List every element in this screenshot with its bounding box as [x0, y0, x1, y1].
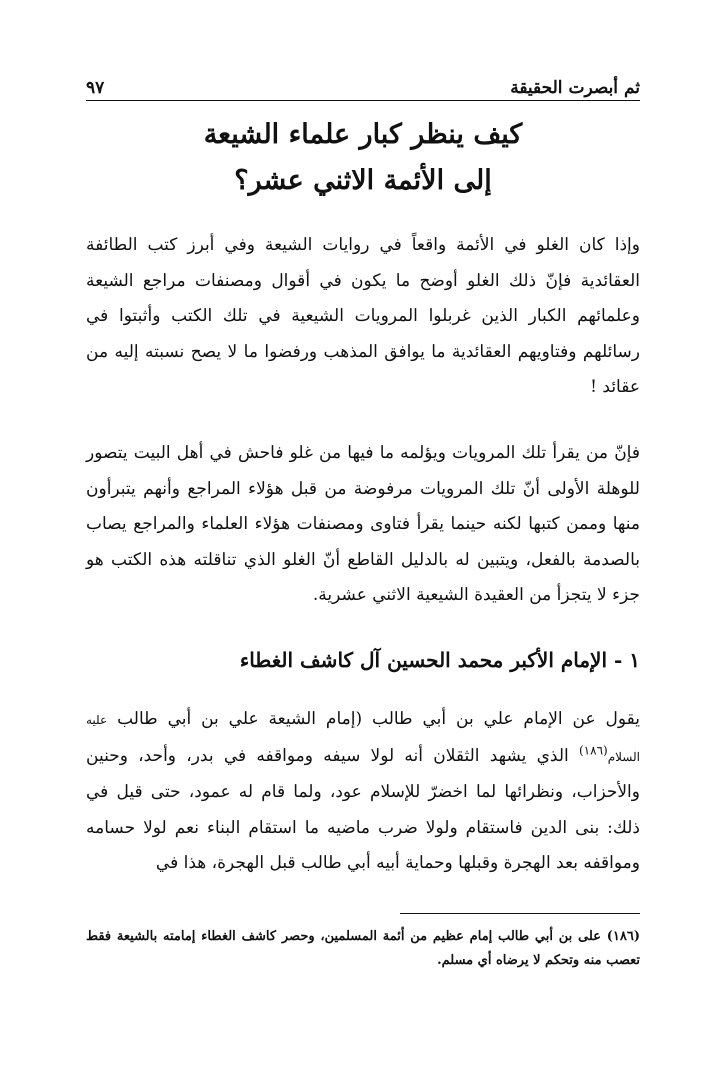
page-number: ٩٧: [86, 78, 105, 98]
book-title: ثم أبصرت الحقيقة: [510, 78, 640, 98]
running-header: [86, 70, 640, 98]
honorific-glyph: عليه السلام: [86, 713, 640, 764]
section-heading: ١ - الإمام الأكبر محمد الحسين آل كاشف الغطاء: [239, 648, 640, 672]
chapter-title: [86, 112, 640, 204]
paragraph-3-part-1: يقول عن الإمام علي بن أبي طالب (إمام الشيعة علي بن أبي طالب: [117, 709, 640, 729]
paragraph-2: فإنّ من يقرأ تلك المرويات ويؤلمه ما فيها من غلو فاحش في أهل البيت يتصور للوهلة الأولى أنّ تلك المرويات مرفوضة من قبل هؤلاء المراجع وأنهم يتبرأون منها وممن كتبها لكنه حينما يقرأ فتاوى ومصنفات هؤلاء العلماء والمراجع يصاب بالصدمة بالفعل، ويتبين له بالدليل القاطع أنّ الغلو الذي تناقلته هذه الكتب هو جزء لا يتجزأ من العقيدة الشيعية الاثني عشرية.: [86, 443, 640, 605]
chapter-title-line-2: إلى الأئمة الاثني عشر؟: [234, 165, 492, 196]
paragraph-3: [86, 702, 640, 882]
paragraph-1: وإذا كان الغلو في الأئمة واقعاً في روايات الشيعة وفي أبرز كتب الطائفة العقائدية فإنّ ذلك الغلو أوضح ما يكون في أقوال ومصنفات مراجع الشيعة وعلمائهم الكبار الذين غربلوا المرويات الشيعية في تلك الكتب وأثبتوا في رسائلهم وفتاويهم العقائدية ما يوافق المذهب ورفضوا ما لا يصح نسبته إليه من عقائد !: [86, 235, 640, 397]
footnote-186: (١٨٦) على بن أبي طالب إمام عظيم من أئمة المسلمين، وحصر كاشف الغطاء إمامته بالشيعة فقط تعصب منه وتحكم لا يرضاه أي مسلم.: [86, 929, 640, 968]
chapter-title-line-1: كيف ينظر كبار علماء الشيعة: [203, 119, 523, 150]
paragraph-3-part-2: الذي يشهد الثقلان أنه لولا سيفه ومواقفه في بدر، وأحد، وحنين والأحزاب، ونظرائها لما اخضرّ للإسلام عود، ولما قام له عمود، حتى قيل في ذلك: بنى الدين فاستقام ولولا ضرب ماضيه ما استقام البناء نعم لولا حسامه ومواقفه بعد الهجرة وقبلها وحماية أبيه أبي طالب قبل الهجرة، هذا في: [86, 745, 640, 873]
footnote-divider: [400, 913, 640, 914]
header-divider: [86, 100, 640, 101]
footnote-reference[interactable]: (١٨٦): [578, 742, 608, 757]
